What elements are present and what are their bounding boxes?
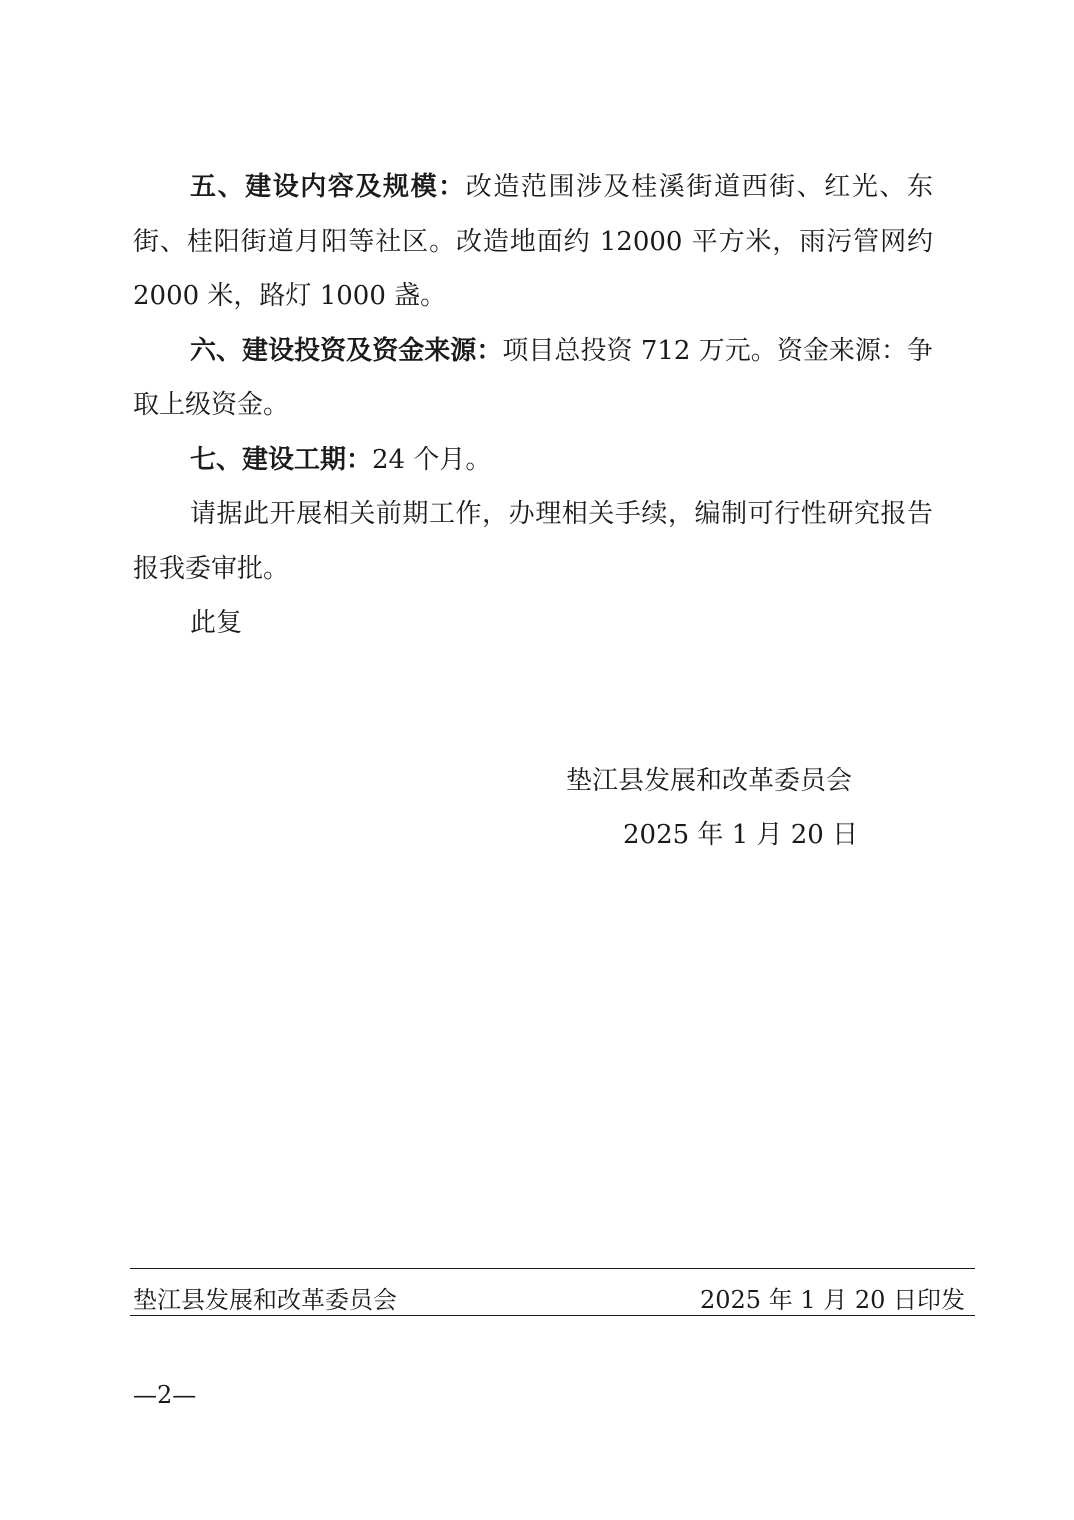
text-construction-period: 24 个月。 (372, 444, 492, 475)
footer-organization: 垫江县发展和改革委员会 (133, 1286, 397, 1314)
signature-organization: 垫江县发展和改革委员会 (566, 766, 853, 796)
text-construction-scope: 改造范围涉及桂溪街道西街、红光、东街、桂阳街道月阳等社区。改造地面约 12000 平方米，雨污管网约 2000 米，路灯 1000 盏。 (133, 172, 933, 311)
paragraph-instruction (133, 487, 933, 596)
paragraph-construction-scope (133, 160, 933, 324)
footer-divider-bottom (130, 1315, 975, 1316)
text-instruction: 请据此开展相关前期工作，办理相关手续，编制可行性研究报告报我委审批。 (133, 499, 933, 584)
page-number: —2— (133, 1381, 197, 1409)
footer-divider-top (130, 1268, 975, 1269)
text-closing: 此复 (190, 608, 243, 638)
text-investment: 项目总投资 712 万元。资金来源：争取上级资金。 (133, 335, 933, 420)
signature-date: 2025 年 1 月 20 日 (623, 820, 859, 850)
footer-issue-date: 2025 年 1 月 20 日印发 (700, 1286, 966, 1314)
paragraph-closing (133, 596, 933, 651)
heading-construction-period: 七、建设工期： (190, 444, 373, 475)
paragraph-construction-period (133, 433, 933, 488)
paragraph-investment (133, 324, 933, 433)
document-body (133, 160, 933, 651)
heading-investment: 六、建设投资及资金来源： (190, 335, 503, 366)
heading-construction-scope: 五、建设内容及规模： (190, 172, 466, 202)
